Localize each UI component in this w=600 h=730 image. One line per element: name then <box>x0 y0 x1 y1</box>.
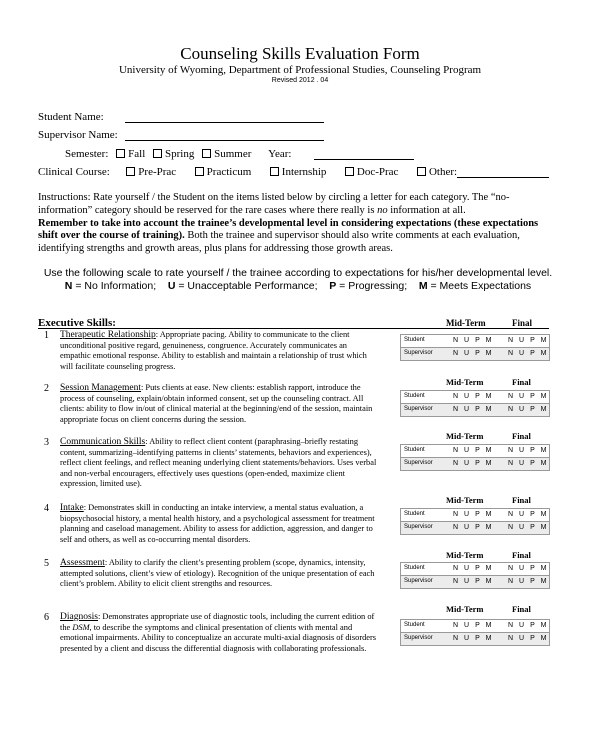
rating-letter-u[interactable]: U <box>463 406 470 413</box>
rating-grid <box>400 390 550 417</box>
skill-item-label: Diagnosis <box>60 612 98 622</box>
item-number: 4 <box>44 503 49 514</box>
midterm-letters <box>450 393 494 400</box>
rating-letter-n[interactable]: N <box>452 622 459 629</box>
semester-label: Semester: <box>65 148 109 160</box>
final-header: Final <box>512 604 531 614</box>
option-practicum: Practicum <box>206 166 252 178</box>
scale-intro: Use the following scale to rate yourself / the trainee according to expectations for his/her developmental level. <box>43 267 553 279</box>
rating-letter-u[interactable]: U <box>518 524 525 531</box>
rating-letter-m[interactable]: M <box>540 565 547 572</box>
final-letters <box>505 406 549 413</box>
student-rating-row <box>400 562 550 575</box>
midterm-letters <box>450 406 494 413</box>
rating-letter-m[interactable]: M <box>540 350 547 357</box>
checkbox-practicum[interactable] <box>195 167 204 176</box>
section-title: Executive Skills: <box>38 317 116 329</box>
item-number: 1 <box>44 330 49 341</box>
option-internship: Internship <box>281 166 327 178</box>
clinical-course-row <box>38 166 457 178</box>
midterm-letters <box>450 622 494 629</box>
semester-row <box>65 148 291 160</box>
item-number: 6 <box>44 612 49 623</box>
rating-letter-n[interactable]: N <box>452 460 459 467</box>
rating-letter-m[interactable]: M <box>485 406 492 413</box>
rating-letter-p[interactable]: P <box>475 565 480 572</box>
checkbox-pre-prac[interactable] <box>126 167 135 176</box>
rating-letter-m[interactable]: M <box>485 622 492 629</box>
final-letters <box>505 511 549 518</box>
rating-letter-m[interactable]: M <box>540 578 547 585</box>
clinical-course-label: Clinical Course: <box>38 166 110 178</box>
midterm-header: Mid-Term <box>446 495 484 505</box>
rating-letter-p[interactable]: P <box>530 460 535 467</box>
checkbox-doc-prac[interactable] <box>345 167 354 176</box>
instructions-paragraph-2: Remember to take into account the trainee’s developmental level in considering expectations (these expectations shift over the course of training). Both the trainee and supervisor should also write comments at each evaluation, identifying strengths and growth areas, plus plans for addressing those growth areas. <box>38 217 539 255</box>
rating-letter-n[interactable]: N <box>507 447 514 454</box>
rating-letter-p[interactable]: P <box>530 337 535 344</box>
rating-letter-u[interactable]: U <box>463 578 470 585</box>
rating-letter-u[interactable]: U <box>463 350 470 357</box>
rating-letter-u[interactable]: U <box>518 447 525 454</box>
other-course-field[interactable] <box>457 177 549 178</box>
final-letters <box>505 393 549 400</box>
rating-letter-u[interactable]: U <box>518 460 525 467</box>
student-name-label: Student Name: <box>38 111 104 123</box>
supervisor-row-label: Supervisor <box>404 406 433 412</box>
rating-letter-p[interactable]: P <box>475 635 480 642</box>
rating-letter-u[interactable]: U <box>518 511 525 518</box>
rating-grid <box>400 444 550 471</box>
midterm-letters <box>450 511 494 518</box>
midterm-letters <box>450 460 494 467</box>
final-letters <box>505 635 549 642</box>
final-header: Final <box>512 495 531 505</box>
rating-letter-m[interactable]: M <box>485 511 492 518</box>
final-header: Final <box>512 431 531 441</box>
rating-letter-p[interactable]: P <box>530 406 535 413</box>
final-header: Final <box>512 550 531 560</box>
rating-letter-p[interactable]: P <box>530 511 535 518</box>
option-pre-prac: Pre-Prac <box>138 166 177 178</box>
final-header: Final <box>512 377 531 387</box>
rating-grid <box>400 508 550 535</box>
checkbox-spring[interactable] <box>153 149 162 158</box>
checkbox-summer[interactable] <box>202 149 211 158</box>
final-letters <box>505 447 549 454</box>
skill-item-label: Communication Skills <box>60 437 146 447</box>
skill-item-label: Assessment <box>60 558 105 568</box>
item-number: 3 <box>44 437 49 448</box>
skill-item-description: Intake: Demonstrates skill in conducting an intake interview, a mental status evaluation, a biopsychosocial history, a mental health history, and a psychological assessment for treatment planning and caseload management. Ability to assess for addiction, aggression, and danger to self and others, as well as co-occurring mental disorders. <box>60 503 375 544</box>
rating-letter-u[interactable]: U <box>463 622 470 629</box>
midterm-letters <box>450 524 494 531</box>
student-rating-row <box>400 508 550 521</box>
rating-letter-u[interactable]: U <box>518 406 525 413</box>
skill-item-description: Therapeutic Relationship: Appropriate pacing. Ability to communicate to the client unconditional positive regard, genuineness, congruence. Accurately communicates an empathic emotional response. Ability to establish and maintain a relationship of trust which will facilitate counseling progress. <box>60 330 367 371</box>
rating-letter-m[interactable]: M <box>485 393 492 400</box>
student-row-label: Student <box>404 511 425 517</box>
final-letters <box>505 622 549 629</box>
rating-letter-m[interactable]: M <box>540 447 547 454</box>
rating-letter-m[interactable]: M <box>485 635 492 642</box>
student-row-label: Student <box>404 622 425 628</box>
student-rating-row <box>400 619 550 632</box>
rating-letter-m[interactable]: M <box>540 393 547 400</box>
rating-letter-m[interactable]: M <box>540 622 547 629</box>
form-title: Counseling Skills Evaluation Form <box>180 44 420 63</box>
rating-letter-p[interactable]: P <box>475 350 480 357</box>
student-row-label: Student <box>404 565 425 571</box>
rating-letter-n[interactable]: N <box>452 337 459 344</box>
student-name-field[interactable] <box>125 122 324 123</box>
rating-letter-p[interactable]: P <box>530 622 535 629</box>
midterm-letters <box>450 350 494 357</box>
rating-letter-m[interactable]: M <box>485 350 492 357</box>
rating-letter-u[interactable]: U <box>518 350 525 357</box>
rating-letter-n[interactable]: N <box>507 524 514 531</box>
supervisor-row-label: Supervisor <box>404 350 433 356</box>
supervisor-row-label: Supervisor <box>404 460 433 466</box>
rating-letter-u[interactable]: U <box>518 578 525 585</box>
item-number: 2 <box>44 383 49 394</box>
midterm-header: Mid-Term <box>446 604 484 614</box>
midterm-letters <box>450 578 494 585</box>
supervisor-rating-row <box>400 403 550 417</box>
final-letters <box>505 460 549 467</box>
rating-letter-u[interactable]: U <box>463 393 470 400</box>
rating-letter-n[interactable]: N <box>507 578 514 585</box>
rating-letter-m[interactable]: M <box>485 565 492 572</box>
year-label: Year: <box>268 148 292 160</box>
rating-grid <box>400 619 550 646</box>
final-letters <box>505 578 549 585</box>
rating-letter-p[interactable]: P <box>475 447 480 454</box>
rating-letter-p[interactable]: P <box>475 393 480 400</box>
supervisor-row-label: Supervisor <box>404 578 433 584</box>
supervisor-name-label: Supervisor Name: <box>38 129 118 141</box>
checkbox-fall[interactable] <box>116 149 125 158</box>
student-rating-row <box>400 390 550 403</box>
rating-letter-n[interactable]: N <box>507 635 514 642</box>
rating-letter-m[interactable]: M <box>485 524 492 531</box>
rating-letter-n[interactable]: N <box>452 635 459 642</box>
midterm-header: Mid-Term <box>446 377 484 387</box>
midterm-letters <box>450 447 494 454</box>
supervisor-rating-row <box>400 632 550 646</box>
rating-letter-u[interactable]: U <box>518 565 525 572</box>
rating-letter-p[interactable]: P <box>475 578 480 585</box>
rating-letter-p[interactable]: P <box>475 406 480 413</box>
rating-letter-u[interactable]: U <box>518 337 525 344</box>
rating-letter-m[interactable]: M <box>485 460 492 467</box>
midterm-letters <box>450 337 494 344</box>
skill-item-description: Assessment: Ability to clarify the client’s presenting problem (scope, dynamics, intensity, attempted solutions, client’s view of etiology). Recognition of the unique presentation of each client’s problem. Ability to elicit client strengths and resources. <box>60 558 375 589</box>
rating-letter-u[interactable]: U <box>518 622 525 629</box>
supervisor-rating-row <box>400 521 550 535</box>
rating-letter-m[interactable]: M <box>540 635 547 642</box>
year-field[interactable] <box>314 159 414 160</box>
rating-letter-n[interactable]: N <box>507 460 514 467</box>
rating-letter-p[interactable]: P <box>475 524 480 531</box>
rating-letter-u[interactable]: U <box>463 337 470 344</box>
rating-letter-n[interactable]: N <box>452 447 459 454</box>
form-subtitle: University of Wyoming, Department of Professional Studies, Counseling Program <box>118 64 482 76</box>
midterm-letters <box>450 565 494 572</box>
final-letters <box>505 524 549 531</box>
midterm-header: Mid-Term <box>446 318 486 328</box>
rating-letter-n[interactable]: N <box>507 406 514 413</box>
skill-item-label: Session Management <box>60 383 142 393</box>
rating-letter-p[interactable]: P <box>530 578 535 585</box>
skill-item-label: Therapeutic Relationship <box>60 330 156 340</box>
rating-letter-n[interactable]: N <box>452 406 459 413</box>
instructions-paragraph-1: Instructions: Rate yourself / the Student on the items listed below by circling a letter for each category. The “no-information” category should be reserved for the rare cases where there really is no information at all. <box>38 192 510 216</box>
rating-letter-n[interactable]: N <box>507 511 514 518</box>
rating-grid <box>400 334 550 361</box>
rating-letter-n[interactable]: N <box>507 393 514 400</box>
student-rating-row <box>400 444 550 457</box>
rating-letter-p[interactable]: P <box>530 350 535 357</box>
student-rating-row <box>400 334 550 347</box>
option-summer: Summer <box>214 148 252 160</box>
supervisor-row-label: Supervisor <box>404 635 433 641</box>
section-rule <box>38 328 549 329</box>
rating-letter-p[interactable]: P <box>475 460 480 467</box>
student-row-label: Student <box>404 393 425 399</box>
skill-item-description: Communication Skills: Ability to reflect client content (paraphrasing–briefly restating content, summarizing–identifying patterns in clients’ statements, behaviors and experiences), reflect client feelings, and reflect meaning underlying client statements/behaviors. Uses verbal and non-verbal encouragers, effectively uses questions (open-ended, maximize client expression, limited use). <box>60 437 377 489</box>
instructions <box>38 192 558 256</box>
option-fall: Fall <box>128 148 146 160</box>
rating-letter-n[interactable]: N <box>507 622 514 629</box>
rating-letter-m[interactable]: M <box>540 511 547 518</box>
rating-letter-n[interactable]: N <box>452 350 459 357</box>
supervisor-rating-row <box>400 575 550 589</box>
rating-letter-u[interactable]: U <box>463 565 470 572</box>
rating-letter-u[interactable]: U <box>518 635 525 642</box>
final-letters <box>505 350 549 357</box>
supervisor-name-field[interactable] <box>125 140 324 141</box>
rating-letter-n[interactable]: N <box>452 511 459 518</box>
rating-letter-u[interactable]: U <box>463 511 470 518</box>
supervisor-rating-row <box>400 457 550 471</box>
rating-letter-p[interactable]: P <box>475 337 480 344</box>
rating-letter-m[interactable]: M <box>485 337 492 344</box>
rating-letter-n[interactable]: N <box>452 393 459 400</box>
rating-letter-p[interactable]: P <box>530 565 535 572</box>
rating-letter-m[interactable]: M <box>540 337 547 344</box>
rating-letter-n[interactable]: N <box>507 337 514 344</box>
option-doc-prac: Doc-Prac <box>356 166 399 178</box>
rating-letter-u[interactable]: U <box>463 635 470 642</box>
final-header: Final <box>512 318 533 328</box>
rating-letter-m[interactable]: M <box>485 447 492 454</box>
rating-letter-p[interactable]: P <box>530 524 535 531</box>
student-row-label: Student <box>404 447 425 453</box>
rating-letter-u[interactable]: U <box>463 460 470 467</box>
final-letters <box>505 565 549 572</box>
rating-letter-n[interactable]: N <box>452 524 459 531</box>
rating-grid <box>400 562 550 589</box>
rating-letter-n[interactable]: N <box>507 565 514 572</box>
rating-letter-p[interactable]: P <box>530 635 535 642</box>
rating-letter-m[interactable]: M <box>540 460 547 467</box>
option-spring: Spring <box>165 148 195 160</box>
midterm-header: Mid-Term <box>446 550 484 560</box>
supervisor-row-label: Supervisor <box>404 524 433 530</box>
rating-letter-m[interactable]: M <box>540 406 547 413</box>
student-row-label: Student <box>404 337 425 343</box>
rating-letter-n[interactable]: N <box>452 565 459 572</box>
rating-letter-n[interactable]: N <box>507 350 514 357</box>
skill-item-description: Diagnosis: Demonstrates appropriate use of diagnostic tools, including the current edition of the DSM, to describe the symptoms and clinical presentation of clients with mental and emotional impairments. Ability to conceptualize an accurate multi-axial diagnosis of disorders presented by a client and discuss the differential diagnosis with collaborating professionals. <box>60 612 377 653</box>
skill-item-description: Session Management: Puts clients at ease. New clients: establish rapport, introduce the process of counseling, explain/obtain informed consent, set up the counseling contract. All clients: ability to flow in/out of clinical material at the beginning/end of the session, maintain appropriate focus on client concerns during the session. <box>60 383 373 424</box>
rating-letter-u[interactable]: U <box>463 447 470 454</box>
supervisor-rating-row <box>400 347 550 361</box>
midterm-header: Mid-Term <box>446 431 484 441</box>
skill-item-label: Intake <box>60 503 84 513</box>
final-letters <box>505 337 549 344</box>
rating-scale <box>38 267 558 293</box>
scale-key: N = No Information; U = Unacceptable Performance; P = Progressing; M = Meets Expectations <box>64 280 532 292</box>
rating-letter-p[interactable]: P <box>475 622 480 629</box>
rating-letter-u[interactable]: U <box>463 524 470 531</box>
checkbox-internship[interactable] <box>270 167 279 176</box>
midterm-letters <box>450 635 494 642</box>
rating-letter-p[interactable]: P <box>530 447 535 454</box>
rating-letter-n[interactable]: N <box>452 578 459 585</box>
option-other: Other: <box>428 166 458 178</box>
revision-date: Revised 2012 . 04 <box>271 77 329 84</box>
rating-letter-m[interactable]: M <box>540 524 547 531</box>
item-number: 5 <box>44 558 49 569</box>
rating-letter-p[interactable]: P <box>475 511 480 518</box>
rating-letter-u[interactable]: U <box>518 393 525 400</box>
rating-letter-m[interactable]: M <box>485 578 492 585</box>
checkbox-other[interactable] <box>417 167 426 176</box>
rating-letter-p[interactable]: P <box>530 393 535 400</box>
